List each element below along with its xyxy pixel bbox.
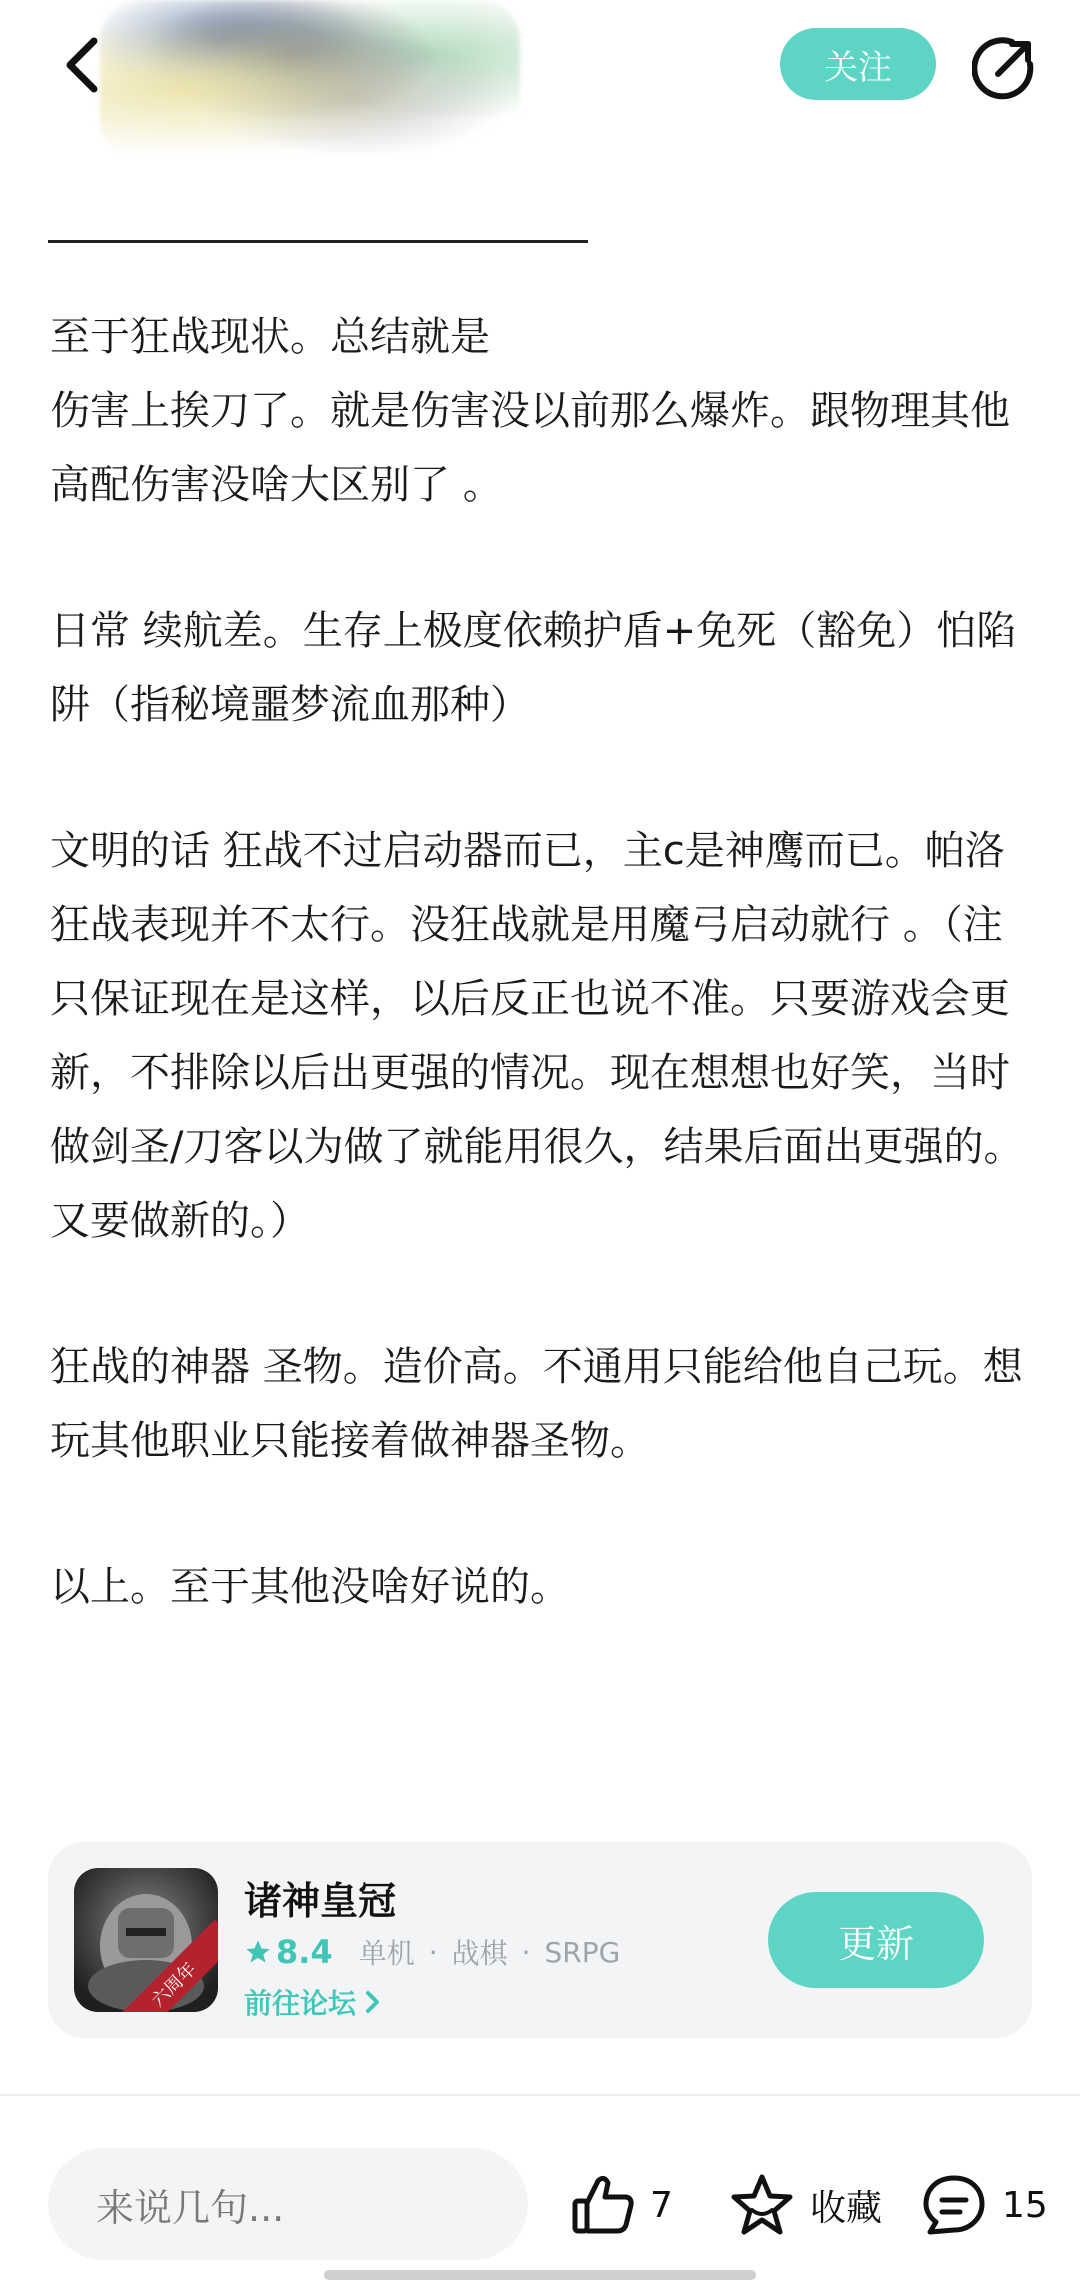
update-button[interactable]: 更新 xyxy=(768,1892,984,1988)
comment-count: 15 xyxy=(1002,2184,1048,2226)
paragraph-gap xyxy=(50,1258,1035,1330)
paragraph-gap xyxy=(50,1478,1035,1550)
chevron-right-icon xyxy=(362,1989,384,2015)
game-title[interactable]: 诸神皇冠 xyxy=(244,1879,397,1923)
paragraph: 狂战的神器 圣物。造价高。不通用只能给他自己玩。想玩其他职业只能接着做神器圣物。 xyxy=(50,1344,1023,1464)
star-icon xyxy=(244,1938,272,1966)
game-tag: SRPG xyxy=(544,1935,621,1969)
forum-link-label: 前往论坛 xyxy=(244,1987,357,2020)
game-icon[interactable] xyxy=(74,1868,218,2012)
star-outline-icon xyxy=(728,2172,796,2238)
top-bar xyxy=(0,0,1080,150)
paragraph: 伤害上挨刀了。就是伤害没以前那么爆炸。跟物理其他高配伤害没啥大区别了 。 xyxy=(50,388,1010,508)
game-meta xyxy=(244,1932,620,1972)
paragraph: 日常 续航差。生存上极度依赖护盾+免死（豁免）怕陷阱（指秘境噩梦流血那种） xyxy=(50,608,1017,728)
anniversary-badge: 六周年 xyxy=(109,1920,218,2012)
paragraph: 至于狂战现状。总结就是 xyxy=(50,314,490,360)
game-rating: 8.4 xyxy=(276,1933,333,1971)
comment-input[interactable]: 来说几句... xyxy=(48,2148,528,2260)
like-count: 7 xyxy=(650,2184,673,2226)
share-icon xyxy=(972,36,1036,100)
back-button[interactable] xyxy=(52,30,112,100)
forum-link[interactable] xyxy=(244,1982,384,2022)
bottom-divider xyxy=(0,2094,1080,2096)
paragraph-gap xyxy=(50,522,1035,594)
paragraph: 文明的话 狂战不过启动器而已，主c是神鹰而已。帕洛狂战表现并不太行。没狂战就是用魔弓启动就行 。（注只保证现在是这样，以后反正也说不准。只要游戏会更新，不排除以后出更强的情况。现在想想也好笑，当时做剑圣/刀客以为做了就能用很久，结果后面出更强的。又要做新的。） xyxy=(50,828,1024,1244)
tag-separator: · xyxy=(521,1935,531,1969)
game-tag: 战棋 xyxy=(451,1937,508,1970)
post-body xyxy=(50,300,1035,1624)
author-avatar-blurred[interactable] xyxy=(100,0,520,160)
favorite-button[interactable] xyxy=(728,2170,882,2240)
like-button[interactable] xyxy=(570,2170,673,2240)
thumbs-up-icon xyxy=(570,2173,636,2237)
section-divider xyxy=(48,240,588,243)
tag-separator: · xyxy=(428,1935,438,1969)
comment-bubble-icon xyxy=(920,2172,988,2238)
paragraph: 以上。至于其他没啥好说的。 xyxy=(50,1564,570,1610)
share-button[interactable] xyxy=(968,32,1040,104)
favorite-label: 收藏 xyxy=(810,2187,883,2229)
game-tag: 单机 xyxy=(358,1937,415,1970)
chevron-left-icon xyxy=(64,35,100,95)
bottom-action-bar xyxy=(0,2112,1080,2292)
home-indicator[interactable] xyxy=(324,2270,756,2280)
game-card[interactable] xyxy=(48,1842,1032,2038)
follow-button[interactable]: 关注 xyxy=(780,28,936,100)
comment-button[interactable] xyxy=(920,2170,1048,2240)
paragraph-gap xyxy=(50,742,1035,814)
